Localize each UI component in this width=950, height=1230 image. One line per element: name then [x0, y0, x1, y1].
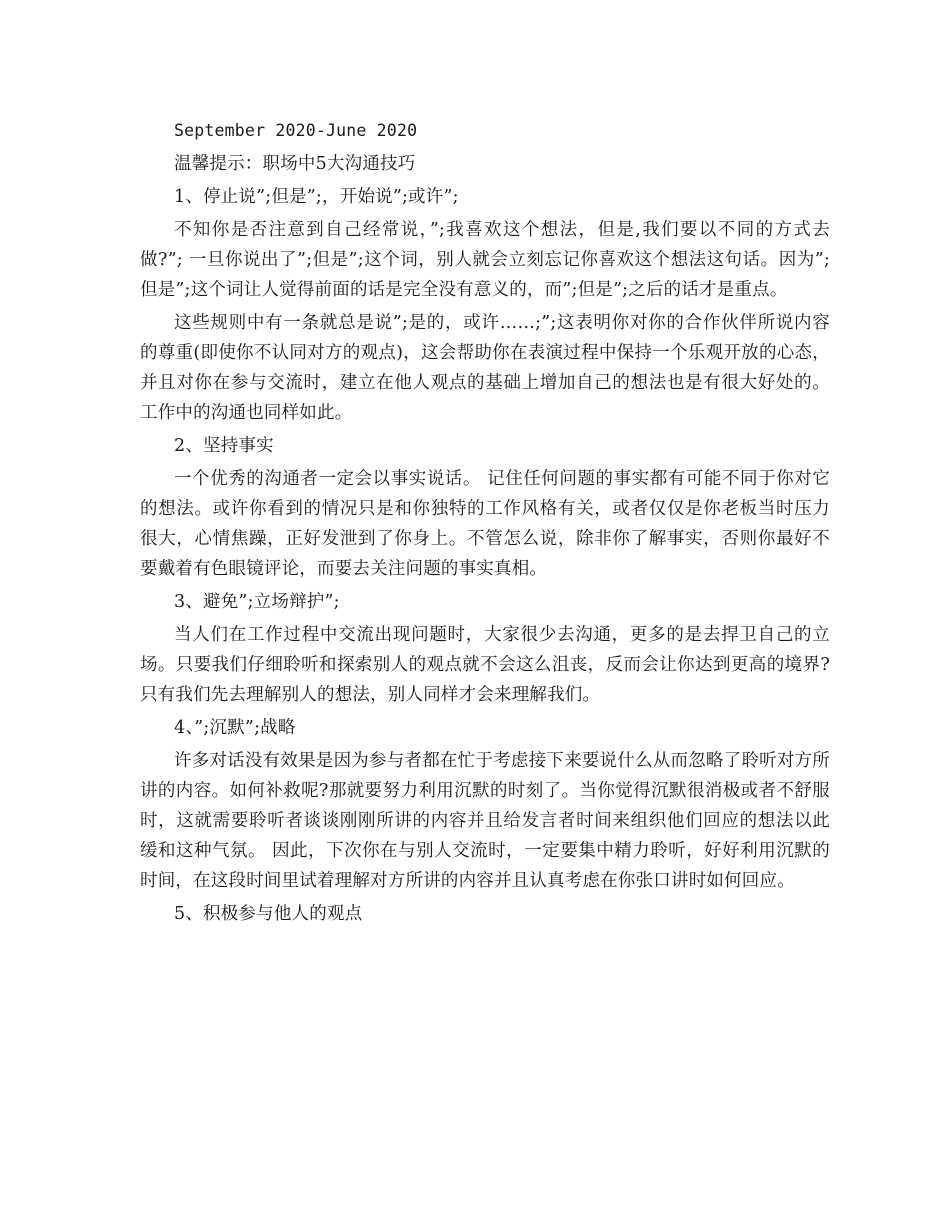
section-4-heading: 4、”;沉默”;战略: [174, 718, 296, 738]
tip-title: 温馨提示：职场中5大沟通技巧: [174, 154, 416, 174]
section-2-heading: 2、坚持事实: [174, 436, 274, 456]
section-4-paragraph-1: 许多对话没有效果是因为参与者都在忙于考虑接下来要说什么从而忽略了聆听对方所讲的内容。如何补救呢?那就要努力利用沉默的时刻了。当你觉得沉默很消极或者不舒服时，这就需要聆听者谈谈刚刚所讲的内容并且给发言者时间来组织他们回应的想法以此缓和这种气氛。 因此，下次你在与别人交流时，一定要集中精力聆听，好好利用沉默的时间，在这段时间里试着理解对方所讲的内容并且认真考虑在你张口讲时如何回应。: [140, 751, 830, 891]
section-3-heading: 3、避免”;立场辩护”;: [174, 592, 340, 612]
section-1-paragraph-1: 不知你是否注意到自己经常说，”;我喜欢这个想法，但是,我们要以不同的方式去做?”; 一旦你说出了”;但是”;这个词，别人就会立刻忘记你喜欢这个想法这句话。因为”;但是”;这个词让人觉得前面的话是完全没有意义的，而”;但是”;之后的话才是重点。: [140, 220, 830, 300]
section-3-paragraph-1: 当人们在工作过程中交流出现问题时，大家很少去沟通，更多的是去捍卫自己的立场。只要我们仔细聆听和探索别人的观点就不会这么沮丧，反而会让你达到更高的境界? 只有我们先去理解别人的想法，别人同样才会来理解我们。: [140, 625, 830, 705]
section-5-heading: 5、积极参与他人的观点: [174, 904, 363, 924]
date-range: September 2020-June 2020: [174, 121, 418, 140]
document-body: [140, 116, 830, 932]
section-1-paragraph-2: 这些规则中有一条就总是说”;是的，或许……;”;这表明你对你的合作伙伴所说内容的尊重(即使你不认同对方的观点)，这会帮助你在表演过程中保持一个乐观开放的心态，并且对你在参与交流时，建立在他人观点的基础上增加自己的想法也是有很大好处的。工作中的沟通也同样如此。: [140, 313, 830, 423]
section-1-heading: 1、停止说”;但是”;，开始说”;或许”;: [174, 187, 459, 207]
section-2-paragraph-1: 一个优秀的沟通者一定会以事实说话。 记住任何问题的事实都有可能不同于你对它的想法。或许你看到的情况只是和你独特的工作风格有关，或者仅仅是你老板当时压力很大，心情焦躁，正好发泄到了你身上。不管怎么说，除非你了解事实，否则你最好不要戴着有色眼镜评论，而要去关注问题的事实真相。: [140, 469, 830, 579]
